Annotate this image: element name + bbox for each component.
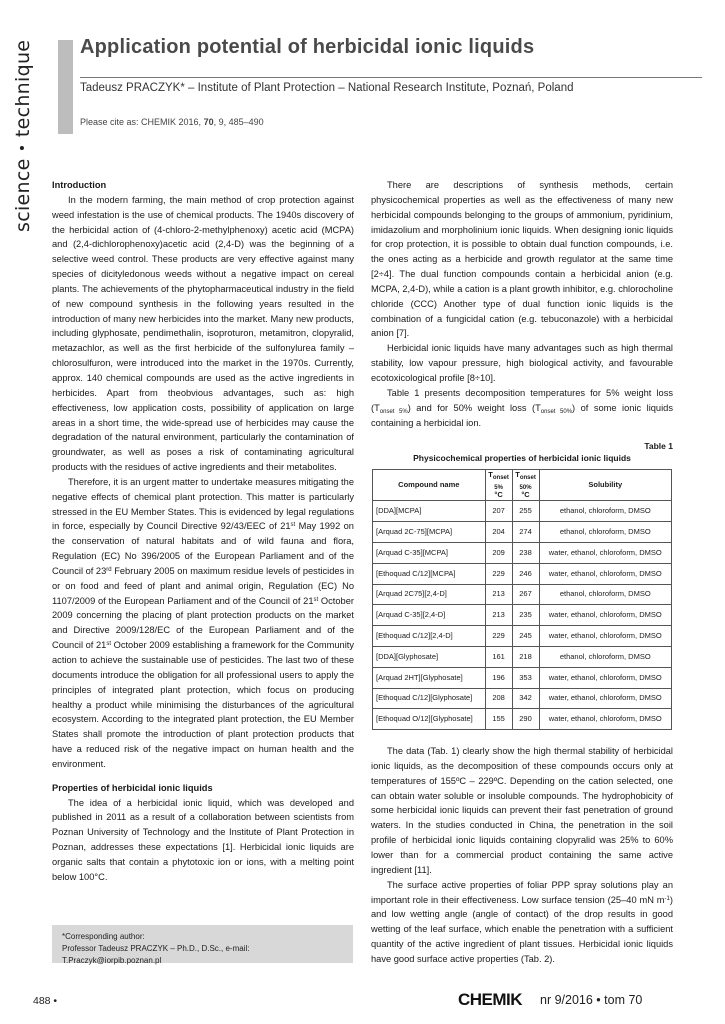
right-paragraph-2: Herbicidal ionic liquids have many advantages such as high thermal stability, low vapour pressure, high biological activity, and favourable ecotoxicological profile [8÷10]. [371, 343, 673, 383]
t50-cell: 353 [512, 667, 539, 688]
section-label [12, 40, 38, 260]
solubility-cell: ethanol, chloroform, DMSO [539, 646, 672, 667]
right-paragraph-3: Table 1 presents decomposition temperatures for 5% weight loss $(T_{onset 5\%})$ and for 50% weight loss $(T_{onset 50\%})$ of some ionic liquids containing a herbicidal ion. [371, 387, 673, 428]
compound-cell: [Ethoquad C/12][MCPA] [373, 563, 486, 584]
header-t5: $T_{onset 5\%}$ °C [485, 470, 512, 501]
issue-label: nr 9/2016 • tom 70 [540, 993, 643, 1007]
t5-cell: 213 [485, 584, 512, 605]
solubility-cell: ethanol, chloroform, DMSO [539, 584, 672, 605]
properties-table [372, 469, 672, 730]
table-row [373, 605, 672, 626]
t50-cell: 245 [512, 626, 539, 647]
solubility-cell: water, ethanol, chloroform, DMSO [539, 688, 672, 709]
right-paragraph-1: There are descriptions of synthesis methods, certain physicochemical properties as well as the effectiveness of many new herbicidal compounds belonging to the groups of ammonium, pyridinium, imidazolium and morpholinium ionic liquids. When designing ionic liquids for crop protection, it is possible to obtain dual function compounds, i.e. the ones acting as a herbicide and growth regulator at the same time [2÷4]. The dual function compounds contain a herbicidal anion (e.g. MCPA, 2,4-D), while a cation is a plant growth inhibitor, e.g. chlorocholine chloride (CCC) Another type of dual function ionic liquids is the combination of a fungicidal cation (e.g. tebuconazole) with a herbicidal anion [7]. [371, 180, 673, 339]
t5-cell: 204 [485, 522, 512, 543]
header-solubility: Solubility [539, 470, 672, 501]
page-number: 488 • [33, 995, 58, 1007]
compound-cell: [Ethoquad C/12][Glyphosate] [373, 688, 486, 709]
t50-cell: 290 [512, 709, 539, 730]
right-column [371, 178, 673, 967]
t5-cell: 229 [485, 626, 512, 647]
t5-cell: 208 [485, 688, 512, 709]
compound-cell: [DDA][MCPA] [373, 501, 486, 522]
table-row [373, 542, 672, 563]
t50-cell: 255 [512, 501, 539, 522]
t5-cell: 161 [485, 646, 512, 667]
cite-prefix: Please cite as: CHEMIK 2016, [80, 117, 202, 127]
author-line: Tadeusz PRACZYK* – Institute of Plant Protection – National Research Institute, Poznań, Poland [80, 82, 574, 94]
left-column [52, 178, 354, 885]
t50-cell: 342 [512, 688, 539, 709]
cite-volume: 70 [203, 117, 214, 127]
header-t50: $T_{onset 50\%}$ °C [512, 470, 539, 501]
article-title: Application potential of herbicidal ionic liquids [80, 36, 535, 58]
right-paragraph-5: The surface active properties of foliar PPP spray solutions play an important role in their effectiveness. Low surface tension (25–40 mN $m^{-1}$) and low wetting angle (angle of contact) of the drop results in good wetting of the leaf surface, which enable the penetration with a sufficient quantity of the active ingredient of plant tissues. Herbicidal ionic liquids have good surface active properties (Tab. 2). [371, 879, 673, 964]
solubility-cell: water, ethanol, chloroform, DMSO [539, 605, 672, 626]
table-row [373, 584, 672, 605]
compound-cell: [Ethoquad O/12][Glyphosate] [373, 709, 486, 730]
t5-cell: 213 [485, 605, 512, 626]
t50-cell: 246 [512, 563, 539, 584]
header-compound: Compound name [373, 470, 486, 501]
t50-cell: 238 [512, 542, 539, 563]
corresponding-author-box [52, 925, 353, 963]
title-accent-bar [58, 40, 73, 134]
t50-cell: 267 [512, 584, 539, 605]
table-row [373, 646, 672, 667]
table-number: Table 1 [644, 441, 673, 452]
introduction-heading: Introduction [52, 180, 107, 190]
footnote-label: *Corresponding author: [62, 932, 145, 941]
table-row [373, 501, 672, 522]
solubility-cell: water, ethanol, chloroform, DMSO [539, 542, 672, 563]
section-label-dot: • [15, 143, 31, 153]
t50-cell: 218 [512, 646, 539, 667]
t5-cell: 155 [485, 709, 512, 730]
t5-cell: 229 [485, 563, 512, 584]
cite-suffix: , 9, 485–490 [213, 117, 264, 127]
compound-cell: [DDA][Glyphosate] [373, 646, 486, 667]
solubility-cell: water, ethanol, chloroform, DMSO [539, 667, 672, 688]
section-label-science: science [12, 158, 34, 233]
compound-cell: [Arquad C-35][MCPA] [373, 542, 486, 563]
t5-cell: 196 [485, 667, 512, 688]
table-row [373, 709, 672, 730]
table-header-row [373, 470, 672, 501]
table-row [373, 522, 672, 543]
t5-cell: 209 [485, 542, 512, 563]
table-row [373, 667, 672, 688]
compound-cell: [Arquad 2C75][2,4-D] [373, 584, 486, 605]
t5-cell: 207 [485, 501, 512, 522]
footnote-contact: Professor Tadeusz PRACZYK – Ph.D., D.Sc., e-mail: T.Praczyk@iorpib.poznan.pl [62, 944, 250, 965]
solubility-cell: ethanol, chloroform, DMSO [539, 522, 672, 543]
properties-heading: Properties of herbicidal ionic liquids [52, 782, 213, 793]
table-row [373, 626, 672, 647]
title-divider [80, 77, 702, 78]
properties-paragraph-1: The idea of a herbicidal ionic liquid, which was developed and published in 2011 as a result of a collaboration between scientists from Poznan University of Technology and the Institute of Plant Protection in Poznan, addresses these expectations [1]. Herbicidal ionic liquids are organic salts that contain a phytotoxic ion or ions, with a melting point below 100°C. [52, 797, 354, 882]
compound-cell: [Arquad 2C-75][MCPA] [373, 522, 486, 543]
section-label-technique: technique [12, 40, 34, 138]
compound-cell: [Arquad 2HT][Glyphosate] [373, 667, 486, 688]
right-paragraph-4: The data (Tab. 1) clearly show the high thermal stability of herbicidal ionic liquids, as the decomposition of these compounds occurs only at temperatures of 155ºC – 229ºC. Depending on the cation selected, one can obtain water soluble or insoluble compounds. The hydrophobicity of some herbicidal ionic liquids can prevent their fast penetration of ground waters. In the studies conducted in China, the penetration in the soil profile of herbicidal ionic liquids containing clopyralid was 25% to 60% lower than for a commercial product containing the same active ingredient [11]. [371, 746, 673, 875]
solubility-cell: water, ethanol, chloroform, DMSO [539, 563, 672, 584]
citation-line [80, 117, 480, 127]
t50-cell: 235 [512, 605, 539, 626]
compound-cell: [Arquad C-35][2,4-D] [373, 605, 486, 626]
journal-logo: CHEMIK [458, 990, 523, 1009]
compound-cell: [Ethoquad C/12][2,4-D] [373, 626, 486, 647]
t50-cell: 274 [512, 522, 539, 543]
solubility-cell: water, ethanol, chloroform, DMSO [539, 626, 672, 647]
solubility-cell: water, ethanol, chloroform, DMSO [539, 709, 672, 730]
intro-paragraph-1: In the modern farming, the main method of crop protection against weed infestation is the use of chemical products. The 1940s discovery of the herbicidal action of (4-chloro-2-methylphenoxy) acetic acid (MCPA) and (2,4-dichlorophenoxy)acetic acid (2,4-D) was the beginning of a selective weed control. These products are very effective against many species of dicityledonous weeds without a negative impact on cereal plants. The achievements of the phytopharmaceutical industry in the field of new compound synthesis in the following years resulted in the introduction of many new herbicides into the market. Many new products, including glyphosate, pendimethalin, isoproturon, metamitron, clopyralid, metazachlor, as well as the first herbicide of the sulfonylurea family – chlorosulfuron, were introduced into the market in the 1970s. Currently, approx. 140 chemical compounds are used as the active ingredients in herbicides. Apart from theobvious advantages, such as: high effectiveness, low application costs, possibility of application on large areas in a short time, the wide-spread use of herbicides may cause the degradation of the natural environment, particularly the contamination of groundwater, as well as poses a risk of contaminating agricultural products with the residues of active ingredients and their metabolites. [52, 194, 354, 473]
intro-paragraph-2: Therefore, it is an urgent matter to undertake measures mitigating the negative effects of chemical plant protection. This matter is particularly stressed in the EU Member States. This is evidenced by legal regulations in force, especially by Council Directive 92/43/EEC of 21st May 1992 on the conservation of natural habitats and of wild fauna and flora, Regulation (EC) No 396/2005 of the European Parliament and of the Council of 23rd February 2005 on maximum residue levels of pesticides in or on food and feed of plant and animal origin, Regulation (EC) No 1107/2009 of the European Parliament and of the Council of 21st October 2009 concerning the placing of plant protection products on the market and Directive 2009/128/EC of the European Parliament and of the Council of 21st October 2009 establishing a framework for the Community action to achieve the sustainable use of pesticides. The last two of these documents introduce the obligation for all professional users to apply the principles of integrated plant protection, which focus on producing healthy a product while minimising the disturbances of the agricultural ecosystem. According to the integrated plant protection, the EU Member States shall promote the introduction of plant protection products that have a reduced risk of the negative impact on human health and the environment. [52, 476, 355, 769]
table-title: Physicochemical properties of herbicidal ionic liquids [413, 453, 631, 464]
solubility-cell: ethanol, chloroform, DMSO [539, 501, 672, 522]
table-row [373, 688, 672, 709]
table-row [373, 563, 672, 584]
